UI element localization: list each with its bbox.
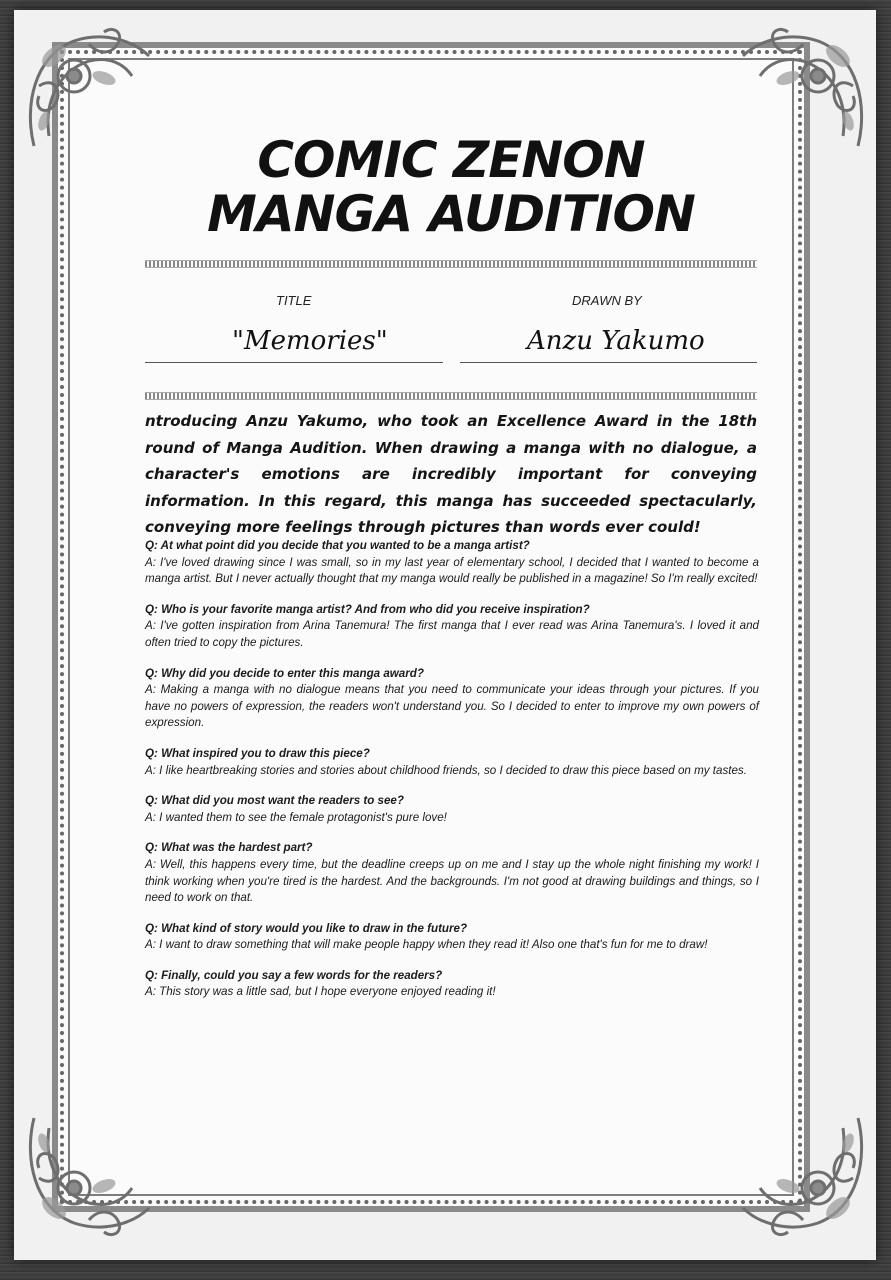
qa-item xyxy=(145,538,759,588)
qa-item xyxy=(145,840,759,906)
page-title: COMIC ZENON xyxy=(257,131,645,189)
qa-item xyxy=(145,968,759,1001)
question: Q: Why did you decide to enter this manga award? xyxy=(145,666,424,680)
qa-item xyxy=(145,602,759,652)
question: Q: What was the hardest part? xyxy=(145,841,313,855)
qa-item xyxy=(145,666,759,732)
qa-item xyxy=(145,793,759,826)
divider xyxy=(145,392,757,400)
question: Q: What kind of story would you like to draw in the future? xyxy=(145,921,468,935)
answer: A: This story was a little sad, but I hope everyone enjoyed reading it! xyxy=(145,985,496,999)
qa-item xyxy=(145,746,759,779)
question: Q: What did you most want the readers to see? xyxy=(145,794,404,808)
title-underline xyxy=(145,362,443,363)
author-name: Anzu Yakumo xyxy=(527,326,705,356)
answer: A: Well, this happens every time, but the deadline creeps up on me and I stay up the whole night finishing my work! I think working when you're tired is the hardest. And the backgrounds. I'm not good at drawing buildings and things, so I need to work on that. xyxy=(145,857,759,905)
question: Q: What inspired you to draw this piece? xyxy=(145,746,370,760)
answer: A: I want to draw something that will make people happy when they read it! Also one that's fun for me to draw! xyxy=(145,938,708,952)
interview xyxy=(145,538,759,1015)
corner-ornament-icon xyxy=(728,1098,878,1248)
answer: A: I've gotten inspiration from Arina Tanemura! The first manga that I ever read was Arina Tanemura's. I loved it and often tried to copy the pictures. xyxy=(145,619,759,649)
page-title-line2: MANGA AUDITION xyxy=(207,185,695,243)
corner-ornament-icon xyxy=(14,16,164,166)
qa-item xyxy=(145,921,759,954)
answer: A: I've loved drawing since I was small, so in my last year of elementary school, I decided that I wanted to become a manga artist. But I never actually thought that my manga would really be published in a magazine! So I'm really excited! xyxy=(145,555,759,586)
question: Q: Who is your favorite manga artist? And from who did you receive inspiration? xyxy=(145,602,590,616)
author-underline xyxy=(460,362,757,363)
answer: A: I wanted them to see the female protagonist's pure love! xyxy=(145,810,447,824)
manga-title: "Memories" xyxy=(232,326,388,356)
corner-ornament-icon xyxy=(14,1098,164,1248)
intro-paragraph: ntroducing Anzu Yakumo, who took an Excellence Award in the 18th round of Manga Audition. When drawing a manga with no dialogue, a character's emotions are incredibly important for conveying information. In this regard, this manga has succeeded spectacularly, conveying more feelings through pictures than words ever could! xyxy=(145,412,757,536)
answer: A: I like heartbreaking stories and stories about childhood friends, so I decided to draw this piece based on my tastes. xyxy=(145,763,747,777)
title-label: TITLE xyxy=(276,293,312,308)
answer: A: Making a manga with no dialogue means that you need to communicate your ideas through your pictures. If you have no powers of expression, the readers won't understand you. So I decided to enter to improve my own powers of expression. xyxy=(145,683,759,730)
question: Q: At what point did you decide that you wanted to be a manga artist? xyxy=(145,539,530,552)
divider xyxy=(145,260,757,268)
author-label: DRAWN BY xyxy=(572,293,642,308)
question: Q: Finally, could you say a few words for the readers? xyxy=(145,968,443,982)
